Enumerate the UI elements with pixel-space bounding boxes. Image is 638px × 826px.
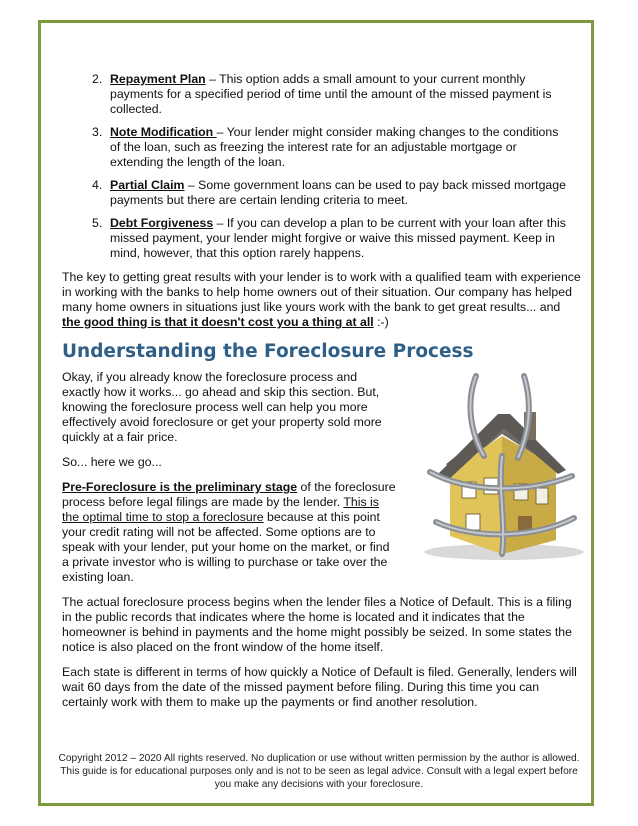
notice-paragraph: The actual foreclosure process begins when the lender files a Notice of Default. This is a filing in the public records that indicates where the home is located and it indicates that the homeowner is behind in payments and the home might possibly be seized. In some states the notice is also placed on the front window of the home itself. [62,595,572,654]
option-text: – Some government loans can be used to pay back missed mortgage payments but there are certain lending criteria to meet. [110,178,566,207]
document-body [62,72,581,710]
copyright-footer: Copyright 2012 – 2020 All rights reserved. No duplication or use without written permission by the author is allowed. This guide is for educational purposes only and is not to be seen as legal advice. Consult with a legal expert before you make any decisions with your foreclosure. [58,753,580,790]
list-item [92,216,568,261]
list-number: 4. [92,178,103,192]
state-paragraph: Each state is different in terms of how quickly a Notice of Default is filed. Generally, lenders will wait 60 days from the date of the missed payment before filing. During this time you can certainly work with them to make up the payments or find another resolution. [62,665,577,709]
option-text: – If you can develop a plan to be current with your loan after this missed payment, your lender might forgive or waive this missed payment. Keep in mind, however, that this option rarely happens. [110,216,566,260]
section [62,340,582,710]
option-text: – This option adds a small amount to your current monthly payments for a specified period of time until the amount of the missed payment is collected. [110,72,552,116]
list-number: 2. [92,72,103,86]
options-list [76,72,568,261]
option-term: Debt Forgiveness [110,216,214,230]
option-text: – Your lender might consider making changes to the conditions of the loan, such as freezing the interest rate for an adjustable mortgage or extending the length of the loan. [110,125,559,169]
preforeclosure-lead: Pre-Foreclosure is the preliminary stage [62,480,298,494]
preforeclosure-paragraph: Pre-Foreclosure is the preliminary stage of the foreclosure process before legal filings are made by the lender. This is the optimal time to stop a foreclosure because at this point your credit rating will not be affected. Some options are to speak with your lender, put your home on the market, or find a private investor who is willing to purchase or take over the existing loan. [62,480,396,584]
list-number: 3. [92,125,103,139]
list-item [92,72,568,117]
emphasis-text: the good thing is that it doesn't cost you a thing at all [62,315,374,329]
option-term: Note Modification [110,125,217,139]
list-number: 5. [92,216,103,230]
intro-paragraph: Okay, if you already know the foreclosure process and exactly how it works... go ahead and skip this section. But, knowing the foreclosure process well can help you more effectively avoid foreclosure or get your property sold more quickly at a fair price. [62,370,382,444]
list-item [92,125,568,170]
transition-text: So... here we go... [62,455,162,469]
key-paragraph: The key to getting great results with your lender is to work with a qualified team with experience in working with the banks to help home owners out of their situation. Our company has helped many home owners in situations just like yours work with the bank to get great results... and the good thing is that it doesn't cost you a thing at all :-) [62,270,581,329]
chained-house-icon [406,372,596,564]
list-item [92,178,568,208]
underlined-text: This is the optimal time to stop a foreclosure [62,495,379,524]
option-term: Repayment Plan [110,72,206,86]
section-heading: Understanding the Foreclosure Process [62,341,474,362]
option-term: Partial Claim [110,178,185,192]
